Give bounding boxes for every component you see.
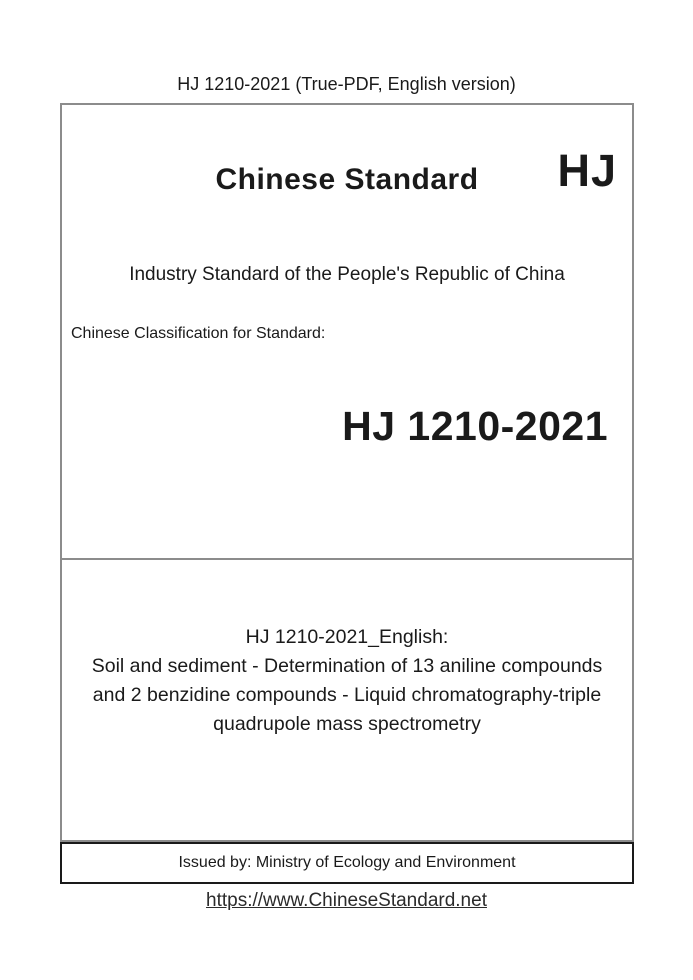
classification-label: Chinese Classification for Standard:: [71, 325, 326, 342]
cover-box: [60, 103, 634, 842]
description-line: quadrupole mass spectrometry: [213, 713, 481, 735]
standard-number: HJ 1210-2021: [342, 403, 608, 449]
document-header: HJ 1210-2021 (True-PDF, English version): [177, 74, 516, 94]
website-link[interactable]: https://www.ChineseStandard.net: [206, 890, 487, 911]
description-section: [62, 560, 632, 739]
issued-by-box: [60, 842, 634, 884]
issued-by-text: Issued by: Ministry of Ecology and Environment: [178, 854, 516, 871]
description-line: and 2 benzidine compounds - Liquid chromatography-triple: [92, 684, 602, 706]
description-line: Soil and sediment - Determination of 13 aniline compounds: [91, 655, 603, 677]
brand-code: HJ: [557, 145, 617, 196]
brand-title: Chinese Standard: [215, 163, 479, 196]
description-title: HJ 1210-2021_English:: [245, 626, 449, 648]
cover-top-section: [62, 105, 632, 560]
industry-standard-subtitle: Industry Standard of the People's Republic of China: [129, 264, 565, 285]
